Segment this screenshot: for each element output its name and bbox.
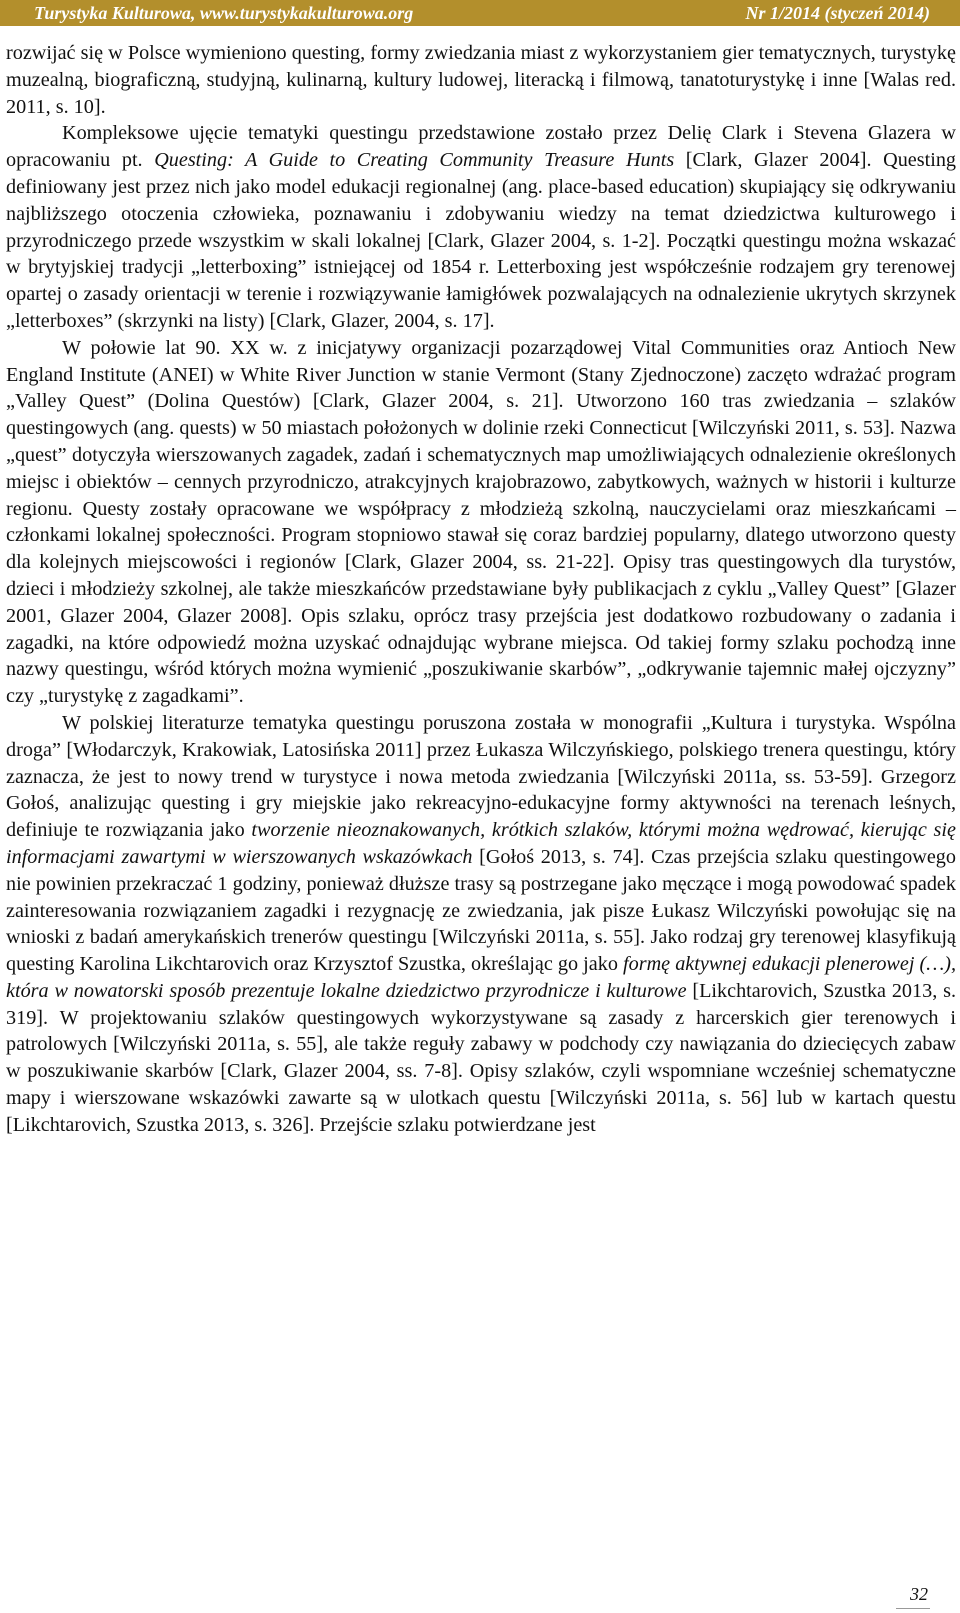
paragraph-4-text-1: W polskiej literaturze tematyka questingu poruszona została w monografii „Kultura i turystyka. Wspólna droga” [Włodarczyk, Krakowiak, Latosińska 2011] przez Łukasza Wilczyńskiego, polskiego trenera questingu, który zaznacza, że jest to nowy trend w turystyce i nowa metoda zwiedzania [Wilczyński 2011a, ss. 53-59]. Grzegorz Gołoś, analizując questing i gry miejskie jako rekreacyjno-edukacyjne formy aktywności na terenach leśnych, definiuje te rozwiązania jako	[6, 711, 956, 842]
page-number-rule	[896, 1608, 930, 1609]
paragraph-4	[6, 710, 956, 1139]
quote-golos: tworzenie nieoznakowanych, krótkich szlaków, którymi można wędrować, kierując się informacjami zawartymi w wierszowanych wskazówkach	[6, 819, 956, 868]
paragraph-4-text-3: [Likchtarovich, Szustka 2013, s. 319]. W projektowaniu szlaków questingowych wykorzystywane są zasady z harcerskich gier terenowych i patrolowych [Wilczyński 2011a, s. 55], ale także reguły zabawy w podchody czy nawiązania do dziecięcych zabaw w poszukiwanie skarbów [Clark, Glazer 2004, ss. 7-8]. Opisy szlaków, czyli wspomniane wcześniej schematyczne mapy i wierszowane wskazówki zawarte są w ulotkach questu [Wilczyński 2011a, s. 56] lub w kartach questu [Likchtarovich, Szustka 2013, s. 326]. Przejście szlaku potwierdzane jest	[6, 979, 957, 1136]
paragraph-2-text-2: [Clark, Glazer 2004]. Questing definiowany jest przez nich jako model edukacji regionalnej (ang. place-based education) skupiający się odkrywaniu najbliższego otoczenia człowieka, poznawaniu i zdobywaniu wiedzy na temat dziedzictwa kulturowego i przyrodniczego przede wszystkim w skali lokalnej [Clark, Glazer 2004, s. 1-2]. Początki questingu można wskazać w brytyjskiej tradycji „letterboxing” istniejącej od 1854 r. Letterboxing jest współcześnie rodzajem gry terenowej opartej o zasady orientacji w terenie i rozwiązywanie łamigłówek pozwalających na odnalezienie ukrytych skrzynek „letterboxes” (skrzynki na listy) [Clark, Glazer, 2004, s. 17].	[6, 149, 957, 332]
quote-likchtarovich: formę aktywnej edukacji plenerowej (…), która w nowatorski sposób prezentuje lokalne dziedzictwo przyrodnicze i kulturowe	[6, 953, 956, 1002]
running-header	[0, 0, 960, 26]
paragraph-2-text-1: Kompleksowe ujęcie tematyki questingu przedstawione zostało przez Delię Clark i Stevena Glazera w opracowaniu pt.	[6, 122, 956, 172]
paragraph-3: W połowie lat 90. XX w. z inicjatywy organizacji pozarządowej Vital Communities oraz Antioch New England Institute (ANEI) w White River Junction w stanie Vermont (Stany Zjednoczone) zaczęto wdrażać program „Valley Quest” (Dolina Questów) [Clark, Glazer 2004, s. 21]. Utworzono 160 tras zwiedzania – szlaków questingowych (ang. quests) w 50 miastach położonych w dolinie rzeki Connecticut [Wilczyński 2011, s. 53]. Nazwa „quest” dotyczyła wierszowanych zagadek, zadań i schematycznych map umożliwiających odnalezienie określonych miejsc i obiektów – cennych przyrodniczo, atrakcyjnych krajobrazowo, zabytkowych, ważnych w historii i kulturze regionu. Questy zostały opracowane we współpracy z młodzieżą szkolną, nauczycielami oraz mieszkańcami – członkami lokalnej społeczności. Program stopniowo stawał się coraz bardziej popularny, dlatego utworzono questy dla kolejnych miejscowości i regionów [Clark, Glazer 2004, ss. 21-22]. Opisy tras questingowych dla turystów, dzieci i młodzieży szkolnej, ale także mieszkańców przedstawiane były publikacjach z cyklu „Valley Quest” [Glazer 2001, Glazer 2004, Glazer 2008]. Opis szlaku, oprócz trasy przejścia jest dodatkowo rozbudowany o zadania i zagadki, na które odpowiedź można uzyskać odnajdując wybrane miejsca. Od takiej formy szlaku pochodzą inne nazwy questingu, wśród których można wymienić „poszukiwanie skarbów”, „odkrywanie tajemnic małej ojczyzny” czy „turystykę z zagadkami”.	[6, 336, 956, 708]
paragraph-1: rozwijać się w Polsce wymieniono questing, formy zwiedzania miast z wykorzystaniem gier tematycznych, turystykę muzealną, biograficzną, studyjną, kulinarną, kultury ludowej, literacką i filmową, tanatoturystykę i inne [Walas red. 2011, s. 10].	[6, 42, 956, 118]
issue-number: Nr 1/2014 (styczeń 2014)	[745, 3, 930, 23]
article-body	[6, 40, 956, 1139]
paragraph-4-text-2: [Gołoś 2013, s. 74]. Czas przejścia szlaku questingowego nie powinien przekraczać 1 godziny, ponieważ dłuższe trasy są postrzegane jako męczące i mogą powodować spadek zainteresowania rozwiązaniem zagadki i rezygnację ze zwiedzania, jak pisze Łukasz Wilczyński powołując się na wnioski z badań amerykańskich trenerów questingu [Wilczyński 2011a, s. 55]. Jako rodzaj gry terenowej klasyfikują questing Karolina Likchtarovich oraz Krzysztof Szustka, określając go jako	[6, 845, 956, 976]
journal-title: Turystyka Kulturowa, www.turystykakulturowa.org	[34, 3, 414, 23]
page-number: 32	[910, 1584, 928, 1604]
paragraph-2	[6, 120, 956, 334]
book-title: Questing: A Guide to Creating Community Treasure Hunts	[154, 149, 675, 172]
